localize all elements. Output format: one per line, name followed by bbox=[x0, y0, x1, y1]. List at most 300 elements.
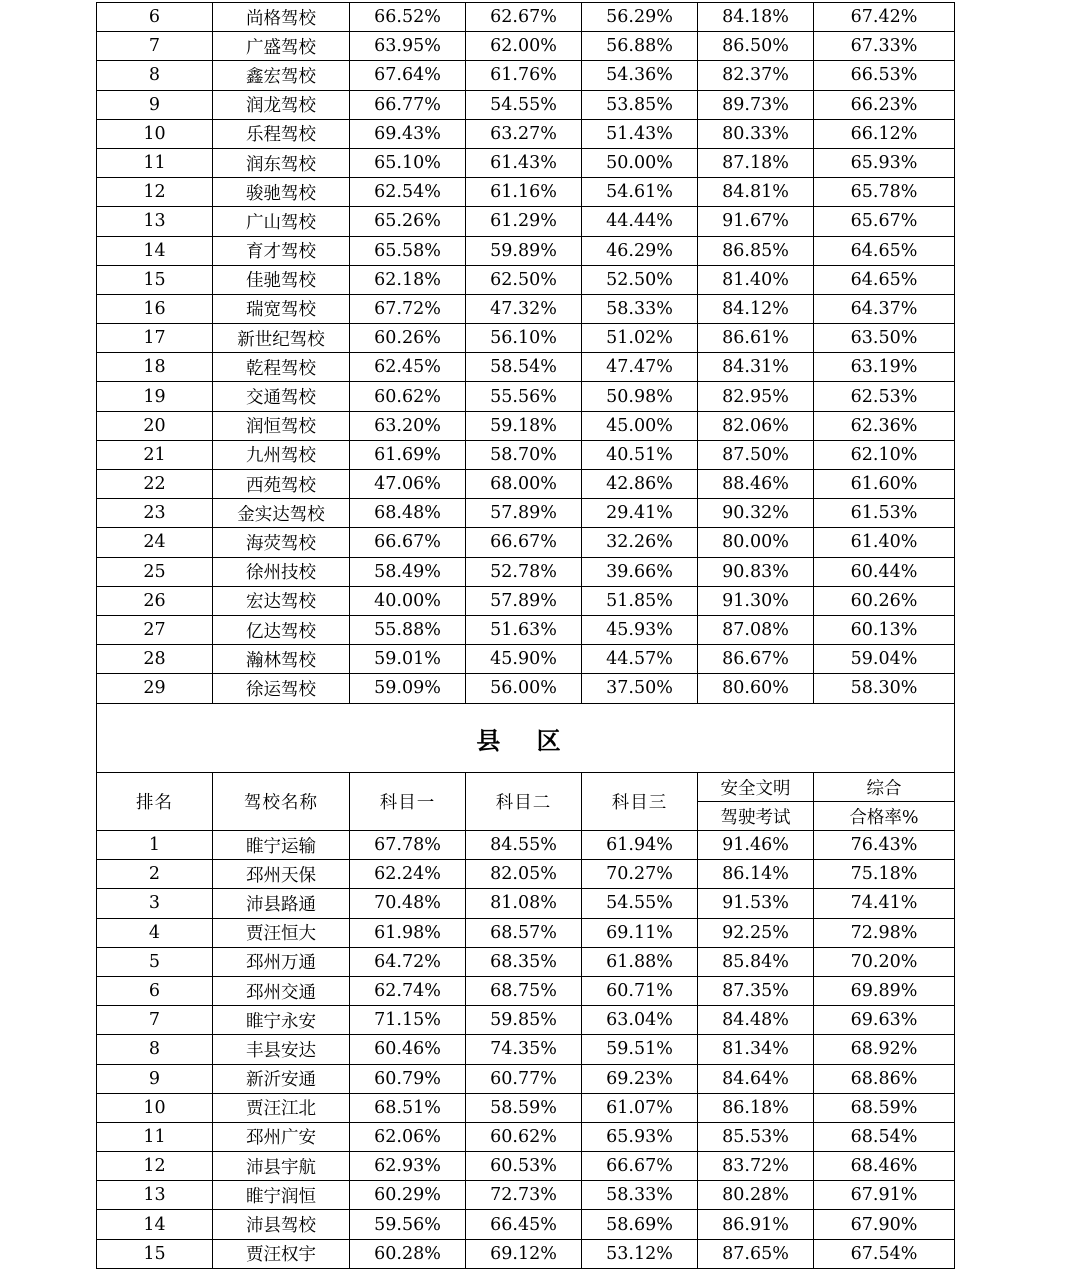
subject-one-rate-cell: 60.79% bbox=[350, 1064, 466, 1093]
subject-two-rate-cell: 60.62% bbox=[466, 1122, 582, 1151]
subject-two-rate-cell: 45.90% bbox=[466, 645, 582, 674]
subject-three-rate-cell: 53.85% bbox=[582, 90, 698, 119]
rank-cell: 15 bbox=[97, 1239, 213, 1268]
section-title-row bbox=[97, 704, 955, 773]
overall-rate-cell: 66.23% bbox=[814, 90, 955, 119]
overall-rate-cell: 64.65% bbox=[814, 236, 955, 265]
subject-three-rate-cell: 54.55% bbox=[582, 889, 698, 918]
safety-exam-rate-cell: 86.50% bbox=[698, 32, 814, 61]
safety-exam-rate-cell: 86.91% bbox=[698, 1210, 814, 1239]
header-safety-exam-top: 安全文明 bbox=[698, 773, 814, 802]
safety-exam-rate-cell: 82.06% bbox=[698, 411, 814, 440]
overall-rate-cell: 61.40% bbox=[814, 528, 955, 557]
safety-exam-rate-cell: 92.25% bbox=[698, 918, 814, 947]
school-name-cell: 沛县驾校 bbox=[213, 1210, 350, 1239]
subject-one-rate-cell: 62.45% bbox=[350, 353, 466, 382]
rank-cell: 24 bbox=[97, 528, 213, 557]
safety-exam-rate-cell: 84.48% bbox=[698, 1006, 814, 1035]
safety-exam-rate-cell: 86.18% bbox=[698, 1093, 814, 1122]
overall-rate-cell: 63.50% bbox=[814, 324, 955, 353]
table-row bbox=[97, 3, 955, 32]
subject-two-rate-cell: 82.05% bbox=[466, 860, 582, 889]
subject-one-rate-cell: 60.28% bbox=[350, 1239, 466, 1268]
subject-one-rate-cell: 62.74% bbox=[350, 976, 466, 1005]
overall-rate-cell: 70.20% bbox=[814, 947, 955, 976]
overall-rate-cell: 67.54% bbox=[814, 1239, 955, 1268]
safety-exam-rate-cell: 87.08% bbox=[698, 615, 814, 644]
school-name-cell: 贾汪权宇 bbox=[213, 1239, 350, 1268]
school-name-cell: 睢宁永安 bbox=[213, 1006, 350, 1035]
subject-one-rate-cell: 68.48% bbox=[350, 499, 466, 528]
safety-exam-rate-cell: 86.14% bbox=[698, 860, 814, 889]
table-row bbox=[97, 265, 955, 294]
overall-rate-cell: 64.65% bbox=[814, 265, 955, 294]
table-row bbox=[97, 528, 955, 557]
subject-three-rate-cell: 53.12% bbox=[582, 1239, 698, 1268]
subject-two-rate-cell: 69.12% bbox=[466, 1239, 582, 1268]
subject-two-rate-cell: 62.50% bbox=[466, 265, 582, 294]
table-row bbox=[97, 1064, 955, 1093]
school-name-cell: 新沂安通 bbox=[213, 1064, 350, 1093]
subject-one-rate-cell: 68.51% bbox=[350, 1093, 466, 1122]
school-name-cell: 海荧驾校 bbox=[213, 528, 350, 557]
rank-cell: 5 bbox=[97, 947, 213, 976]
subject-three-rate-cell: 70.27% bbox=[582, 860, 698, 889]
table-row bbox=[97, 1152, 955, 1181]
table-row bbox=[97, 1239, 955, 1268]
subject-one-rate-cell: 61.69% bbox=[350, 440, 466, 469]
safety-exam-rate-cell: 81.40% bbox=[698, 265, 814, 294]
overall-rate-cell: 68.59% bbox=[814, 1093, 955, 1122]
subject-three-rate-cell: 51.85% bbox=[582, 586, 698, 615]
school-name-cell: 沛县宇航 bbox=[213, 1152, 350, 1181]
subject-three-rate-cell: 60.71% bbox=[582, 976, 698, 1005]
safety-exam-rate-cell: 84.18% bbox=[698, 3, 814, 32]
subject-two-rate-cell: 58.54% bbox=[466, 353, 582, 382]
rank-cell: 12 bbox=[97, 1152, 213, 1181]
school-name-cell: 九州驾校 bbox=[213, 440, 350, 469]
subject-two-rate-cell: 58.59% bbox=[466, 1093, 582, 1122]
rank-cell: 9 bbox=[97, 1064, 213, 1093]
table-row bbox=[97, 119, 955, 148]
subject-one-rate-cell: 59.01% bbox=[350, 645, 466, 674]
rank-cell: 7 bbox=[97, 1006, 213, 1035]
subject-two-rate-cell: 60.53% bbox=[466, 1152, 582, 1181]
school-name-cell: 沛县路通 bbox=[213, 889, 350, 918]
overall-rate-cell: 67.33% bbox=[814, 32, 955, 61]
subject-one-rate-cell: 60.62% bbox=[350, 382, 466, 411]
table-row bbox=[97, 236, 955, 265]
subject-three-rate-cell: 59.51% bbox=[582, 1035, 698, 1064]
safety-exam-rate-cell: 81.34% bbox=[698, 1035, 814, 1064]
table-row bbox=[97, 1210, 955, 1239]
overall-rate-cell: 66.12% bbox=[814, 119, 955, 148]
school-name-cell: 睢宁运输 bbox=[213, 831, 350, 860]
subject-three-rate-cell: 45.00% bbox=[582, 411, 698, 440]
overall-rate-cell: 58.30% bbox=[814, 674, 955, 703]
overall-rate-cell: 59.04% bbox=[814, 645, 955, 674]
header-rank: 排名 bbox=[97, 773, 213, 831]
subject-two-rate-cell: 74.35% bbox=[466, 1035, 582, 1064]
safety-exam-rate-cell: 84.64% bbox=[698, 1064, 814, 1093]
rank-cell: 1 bbox=[97, 831, 213, 860]
subject-three-rate-cell: 51.02% bbox=[582, 324, 698, 353]
overall-rate-cell: 68.54% bbox=[814, 1122, 955, 1151]
overall-rate-cell: 69.89% bbox=[814, 976, 955, 1005]
table-row bbox=[97, 860, 955, 889]
subject-three-rate-cell: 45.93% bbox=[582, 615, 698, 644]
subject-three-rate-cell: 69.11% bbox=[582, 918, 698, 947]
rank-cell: 10 bbox=[97, 119, 213, 148]
rank-cell: 11 bbox=[97, 1122, 213, 1151]
subject-one-rate-cell: 66.67% bbox=[350, 528, 466, 557]
subject-two-rate-cell: 54.55% bbox=[466, 90, 582, 119]
header-subject-one: 科目一 bbox=[350, 773, 466, 831]
overall-rate-cell: 62.36% bbox=[814, 411, 955, 440]
rank-cell: 23 bbox=[97, 499, 213, 528]
overall-rate-cell: 75.18% bbox=[814, 860, 955, 889]
table-row bbox=[97, 976, 955, 1005]
subject-one-rate-cell: 60.29% bbox=[350, 1181, 466, 1210]
rank-cell: 13 bbox=[97, 1181, 213, 1210]
school-name-cell: 尚格驾校 bbox=[213, 3, 350, 32]
subject-three-rate-cell: 66.67% bbox=[582, 1152, 698, 1181]
table-row bbox=[97, 557, 955, 586]
subject-three-rate-cell: 52.50% bbox=[582, 265, 698, 294]
table-row bbox=[97, 615, 955, 644]
school-name-cell: 金实达驾校 bbox=[213, 499, 350, 528]
subject-one-rate-cell: 67.78% bbox=[350, 831, 466, 860]
rank-cell: 14 bbox=[97, 1210, 213, 1239]
school-name-cell: 邳州广安 bbox=[213, 1122, 350, 1151]
table-row bbox=[97, 645, 955, 674]
safety-exam-rate-cell: 80.28% bbox=[698, 1181, 814, 1210]
overall-rate-cell: 67.42% bbox=[814, 3, 955, 32]
header-subject-three: 科目三 bbox=[582, 773, 698, 831]
rank-cell: 27 bbox=[97, 615, 213, 644]
school-name-cell: 育才驾校 bbox=[213, 236, 350, 265]
table-row bbox=[97, 1035, 955, 1064]
subject-one-rate-cell: 71.15% bbox=[350, 1006, 466, 1035]
subject-two-rate-cell: 81.08% bbox=[466, 889, 582, 918]
subject-two-rate-cell: 66.67% bbox=[466, 528, 582, 557]
school-name-cell: 乾程驾校 bbox=[213, 353, 350, 382]
subject-two-rate-cell: 84.55% bbox=[466, 831, 582, 860]
subject-one-rate-cell: 47.06% bbox=[350, 470, 466, 499]
safety-exam-rate-cell: 80.33% bbox=[698, 119, 814, 148]
overall-rate-cell: 74.41% bbox=[814, 889, 955, 918]
rank-cell: 17 bbox=[97, 324, 213, 353]
subject-one-rate-cell: 70.48% bbox=[350, 889, 466, 918]
safety-exam-rate-cell: 87.50% bbox=[698, 440, 814, 469]
city-table-body bbox=[97, 3, 955, 704]
county-table-body bbox=[97, 704, 955, 1269]
header-row bbox=[97, 773, 955, 802]
safety-exam-rate-cell: 85.84% bbox=[698, 947, 814, 976]
safety-exam-rate-cell: 86.61% bbox=[698, 324, 814, 353]
table-row bbox=[97, 499, 955, 528]
overall-rate-cell: 67.91% bbox=[814, 1181, 955, 1210]
school-name-cell: 润东驾校 bbox=[213, 148, 350, 177]
subject-one-rate-cell: 62.93% bbox=[350, 1152, 466, 1181]
subject-two-rate-cell: 61.76% bbox=[466, 61, 582, 90]
subject-three-rate-cell: 58.33% bbox=[582, 294, 698, 323]
subject-one-rate-cell: 60.46% bbox=[350, 1035, 466, 1064]
safety-exam-rate-cell: 83.72% bbox=[698, 1152, 814, 1181]
table-row bbox=[97, 207, 955, 236]
overall-rate-cell: 68.46% bbox=[814, 1152, 955, 1181]
rank-cell: 4 bbox=[97, 918, 213, 947]
safety-exam-rate-cell: 87.18% bbox=[698, 148, 814, 177]
header-overall-rate-top: 综合 bbox=[814, 773, 955, 802]
safety-exam-rate-cell: 84.12% bbox=[698, 294, 814, 323]
rank-cell: 28 bbox=[97, 645, 213, 674]
overall-rate-cell: 61.60% bbox=[814, 470, 955, 499]
rank-cell: 21 bbox=[97, 440, 213, 469]
rank-cell: 16 bbox=[97, 294, 213, 323]
overall-rate-cell: 66.53% bbox=[814, 61, 955, 90]
school-name-cell: 佳驰驾校 bbox=[213, 265, 350, 294]
table-row bbox=[97, 178, 955, 207]
county-ranking-table bbox=[96, 703, 955, 1269]
subject-two-rate-cell: 57.89% bbox=[466, 586, 582, 615]
safety-exam-rate-cell: 91.53% bbox=[698, 889, 814, 918]
subject-three-rate-cell: 61.94% bbox=[582, 831, 698, 860]
subject-two-rate-cell: 68.75% bbox=[466, 976, 582, 1005]
school-name-cell: 贾汪恒大 bbox=[213, 918, 350, 947]
table-row bbox=[97, 947, 955, 976]
table-row bbox=[97, 148, 955, 177]
subject-one-rate-cell: 61.98% bbox=[350, 918, 466, 947]
rank-cell: 19 bbox=[97, 382, 213, 411]
subject-one-rate-cell: 40.00% bbox=[350, 586, 466, 615]
subject-two-rate-cell: 68.57% bbox=[466, 918, 582, 947]
school-name-cell: 骏驰驾校 bbox=[213, 178, 350, 207]
subject-one-rate-cell: 69.43% bbox=[350, 119, 466, 148]
safety-exam-rate-cell: 86.85% bbox=[698, 236, 814, 265]
subject-three-rate-cell: 61.88% bbox=[582, 947, 698, 976]
school-name-cell: 徐州技校 bbox=[213, 557, 350, 586]
section-title: 县 区 bbox=[97, 704, 955, 773]
safety-exam-rate-cell: 84.81% bbox=[698, 178, 814, 207]
subject-one-rate-cell: 59.09% bbox=[350, 674, 466, 703]
subject-two-rate-cell: 59.18% bbox=[466, 411, 582, 440]
safety-exam-rate-cell: 82.95% bbox=[698, 382, 814, 411]
subject-three-rate-cell: 29.41% bbox=[582, 499, 698, 528]
safety-exam-rate-cell: 88.46% bbox=[698, 470, 814, 499]
safety-exam-rate-cell: 82.37% bbox=[698, 61, 814, 90]
subject-two-rate-cell: 61.16% bbox=[466, 178, 582, 207]
overall-rate-cell: 62.53% bbox=[814, 382, 955, 411]
table-row bbox=[97, 32, 955, 61]
table-row bbox=[97, 61, 955, 90]
subject-two-rate-cell: 58.70% bbox=[466, 440, 582, 469]
overall-rate-cell: 65.78% bbox=[814, 178, 955, 207]
table-row bbox=[97, 1093, 955, 1122]
safety-exam-rate-cell: 86.67% bbox=[698, 645, 814, 674]
overall-rate-cell: 62.10% bbox=[814, 440, 955, 469]
rank-cell: 26 bbox=[97, 586, 213, 615]
safety-exam-rate-cell: 91.30% bbox=[698, 586, 814, 615]
rank-cell: 7 bbox=[97, 32, 213, 61]
school-name-cell: 宏达驾校 bbox=[213, 586, 350, 615]
subject-two-rate-cell: 56.00% bbox=[466, 674, 582, 703]
school-name-cell: 新世纪驾校 bbox=[213, 324, 350, 353]
overall-rate-cell: 60.26% bbox=[814, 586, 955, 615]
subject-three-rate-cell: 50.00% bbox=[582, 148, 698, 177]
rank-cell: 20 bbox=[97, 411, 213, 440]
subject-three-rate-cell: 56.29% bbox=[582, 3, 698, 32]
overall-rate-cell: 60.44% bbox=[814, 557, 955, 586]
safety-exam-rate-cell: 90.32% bbox=[698, 499, 814, 528]
table-row bbox=[97, 411, 955, 440]
rank-cell: 29 bbox=[97, 674, 213, 703]
subject-two-rate-cell: 63.27% bbox=[466, 119, 582, 148]
subject-two-rate-cell: 56.10% bbox=[466, 324, 582, 353]
safety-exam-rate-cell: 87.65% bbox=[698, 1239, 814, 1268]
subject-two-rate-cell: 66.45% bbox=[466, 1210, 582, 1239]
subject-two-rate-cell: 62.00% bbox=[466, 32, 582, 61]
header-school-name: 驾校名称 bbox=[213, 773, 350, 831]
school-name-cell: 西苑驾校 bbox=[213, 470, 350, 499]
overall-rate-cell: 72.98% bbox=[814, 918, 955, 947]
header-subject-two: 科目二 bbox=[466, 773, 582, 831]
school-name-cell: 邳州天保 bbox=[213, 860, 350, 889]
overall-rate-cell: 65.93% bbox=[814, 148, 955, 177]
subject-three-rate-cell: 37.50% bbox=[582, 674, 698, 703]
subject-one-rate-cell: 60.26% bbox=[350, 324, 466, 353]
subject-two-rate-cell: 62.67% bbox=[466, 3, 582, 32]
subject-three-rate-cell: 65.93% bbox=[582, 1122, 698, 1151]
school-name-cell: 交通驾校 bbox=[213, 382, 350, 411]
safety-exam-rate-cell: 80.60% bbox=[698, 674, 814, 703]
table-row bbox=[97, 90, 955, 119]
table-row bbox=[97, 353, 955, 382]
subject-two-rate-cell: 59.85% bbox=[466, 1006, 582, 1035]
rank-cell: 15 bbox=[97, 265, 213, 294]
school-name-cell: 丰县安达 bbox=[213, 1035, 350, 1064]
rank-cell: 6 bbox=[97, 976, 213, 1005]
school-name-cell: 广山驾校 bbox=[213, 207, 350, 236]
school-name-cell: 润恒驾校 bbox=[213, 411, 350, 440]
subject-two-rate-cell: 68.35% bbox=[466, 947, 582, 976]
safety-exam-rate-cell: 90.83% bbox=[698, 557, 814, 586]
rank-cell: 18 bbox=[97, 353, 213, 382]
subject-two-rate-cell: 61.29% bbox=[466, 207, 582, 236]
safety-exam-rate-cell: 91.67% bbox=[698, 207, 814, 236]
subject-three-rate-cell: 42.86% bbox=[582, 470, 698, 499]
table-row bbox=[97, 470, 955, 499]
rank-cell: 22 bbox=[97, 470, 213, 499]
subject-three-rate-cell: 40.51% bbox=[582, 440, 698, 469]
school-name-cell: 鑫宏驾校 bbox=[213, 61, 350, 90]
subject-three-rate-cell: 51.43% bbox=[582, 119, 698, 148]
school-name-cell: 润龙驾校 bbox=[213, 90, 350, 119]
safety-exam-rate-cell: 84.31% bbox=[698, 353, 814, 382]
school-name-cell: 广盛驾校 bbox=[213, 32, 350, 61]
overall-rate-cell: 65.67% bbox=[814, 207, 955, 236]
subject-two-rate-cell: 59.89% bbox=[466, 236, 582, 265]
rank-cell: 14 bbox=[97, 236, 213, 265]
safety-exam-rate-cell: 91.46% bbox=[698, 831, 814, 860]
school-name-cell: 亿达驾校 bbox=[213, 615, 350, 644]
subject-one-rate-cell: 67.64% bbox=[350, 61, 466, 90]
subject-one-rate-cell: 63.20% bbox=[350, 411, 466, 440]
subject-three-rate-cell: 44.44% bbox=[582, 207, 698, 236]
school-name-cell: 徐运驾校 bbox=[213, 674, 350, 703]
rank-cell: 6 bbox=[97, 3, 213, 32]
school-name-cell: 瀚林驾校 bbox=[213, 645, 350, 674]
subject-one-rate-cell: 65.10% bbox=[350, 148, 466, 177]
subject-three-rate-cell: 39.66% bbox=[582, 557, 698, 586]
safety-exam-rate-cell: 87.35% bbox=[698, 976, 814, 1005]
subject-one-rate-cell: 58.49% bbox=[350, 557, 466, 586]
subject-three-rate-cell: 32.26% bbox=[582, 528, 698, 557]
table-row bbox=[97, 324, 955, 353]
overall-rate-cell: 76.43% bbox=[814, 831, 955, 860]
subject-two-rate-cell: 61.43% bbox=[466, 148, 582, 177]
subject-one-rate-cell: 66.77% bbox=[350, 90, 466, 119]
subject-one-rate-cell: 66.52% bbox=[350, 3, 466, 32]
subject-two-rate-cell: 60.77% bbox=[466, 1064, 582, 1093]
safety-exam-rate-cell: 80.00% bbox=[698, 528, 814, 557]
subject-two-rate-cell: 68.00% bbox=[466, 470, 582, 499]
header-safety-exam-bottom: 驾驶考试 bbox=[698, 802, 814, 831]
table-row bbox=[97, 1006, 955, 1035]
subject-three-rate-cell: 54.36% bbox=[582, 61, 698, 90]
subject-three-rate-cell: 54.61% bbox=[582, 178, 698, 207]
subject-two-rate-cell: 57.89% bbox=[466, 499, 582, 528]
table-row bbox=[97, 1122, 955, 1151]
subject-three-rate-cell: 61.07% bbox=[582, 1093, 698, 1122]
overall-rate-cell: 67.90% bbox=[814, 1210, 955, 1239]
overall-rate-cell: 64.37% bbox=[814, 294, 955, 323]
subject-two-rate-cell: 72.73% bbox=[466, 1181, 582, 1210]
subject-three-rate-cell: 69.23% bbox=[582, 1064, 698, 1093]
table-row bbox=[97, 674, 955, 703]
table-row bbox=[97, 294, 955, 323]
school-name-cell: 邳州万通 bbox=[213, 947, 350, 976]
table-row bbox=[97, 440, 955, 469]
subject-three-rate-cell: 44.57% bbox=[582, 645, 698, 674]
subject-one-rate-cell: 67.72% bbox=[350, 294, 466, 323]
subject-one-rate-cell: 65.58% bbox=[350, 236, 466, 265]
rank-cell: 12 bbox=[97, 178, 213, 207]
subject-one-rate-cell: 64.72% bbox=[350, 947, 466, 976]
subject-one-rate-cell: 62.54% bbox=[350, 178, 466, 207]
subject-one-rate-cell: 63.95% bbox=[350, 32, 466, 61]
subject-one-rate-cell: 65.26% bbox=[350, 207, 466, 236]
table-row bbox=[97, 382, 955, 411]
school-name-cell: 瑞宽驾校 bbox=[213, 294, 350, 323]
subject-one-rate-cell: 55.88% bbox=[350, 615, 466, 644]
rank-cell: 11 bbox=[97, 148, 213, 177]
rank-cell: 13 bbox=[97, 207, 213, 236]
subject-two-rate-cell: 52.78% bbox=[466, 557, 582, 586]
subject-one-rate-cell: 62.18% bbox=[350, 265, 466, 294]
overall-rate-cell: 63.19% bbox=[814, 353, 955, 382]
table-row bbox=[97, 586, 955, 615]
overall-rate-cell: 60.13% bbox=[814, 615, 955, 644]
subject-three-rate-cell: 58.33% bbox=[582, 1181, 698, 1210]
subject-three-rate-cell: 56.88% bbox=[582, 32, 698, 61]
overall-rate-cell: 61.53% bbox=[814, 499, 955, 528]
rank-cell: 25 bbox=[97, 557, 213, 586]
subject-one-rate-cell: 62.06% bbox=[350, 1122, 466, 1151]
rank-cell: 10 bbox=[97, 1093, 213, 1122]
school-name-cell: 贾汪江北 bbox=[213, 1093, 350, 1122]
overall-rate-cell: 68.86% bbox=[814, 1064, 955, 1093]
